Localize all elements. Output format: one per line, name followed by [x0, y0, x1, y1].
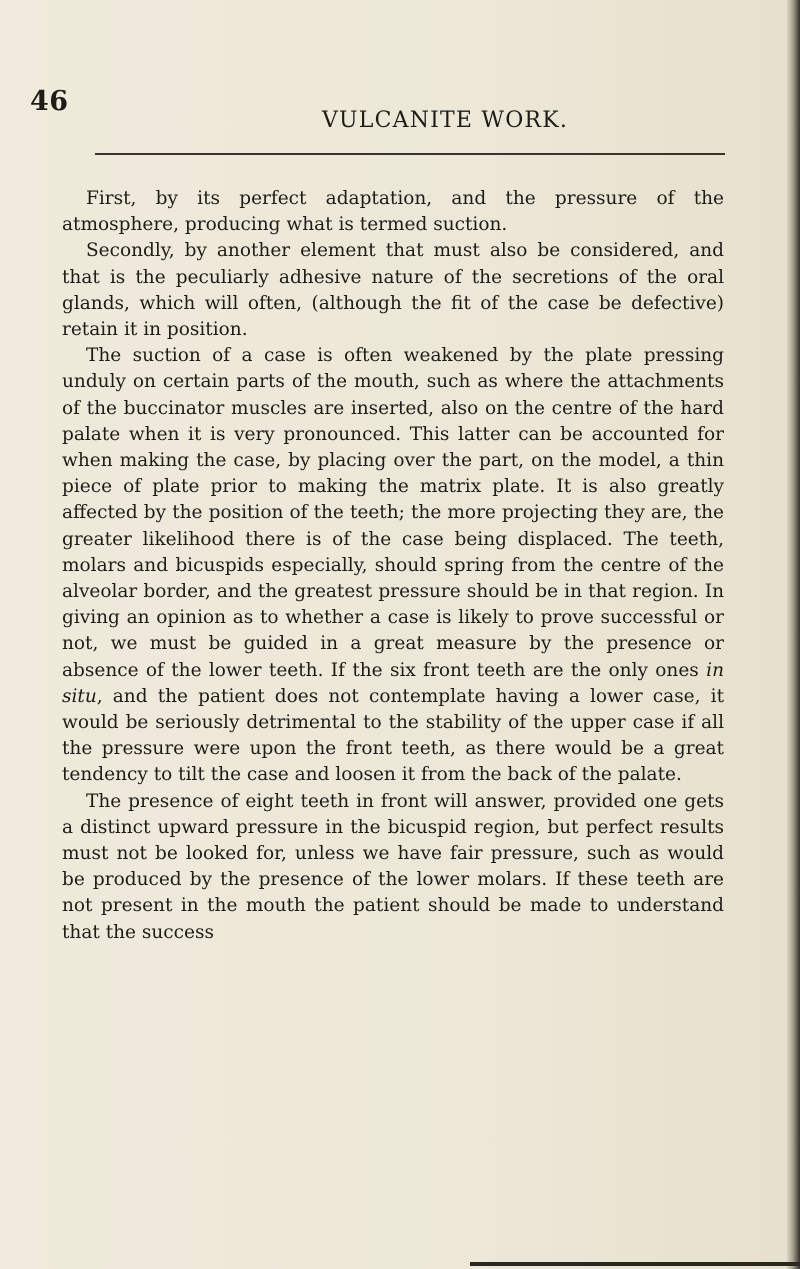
body-text [62, 186, 724, 946]
paragraph-eight-teeth: The presence of eight teeth in front will answer, provided one gets a distinct upward pressure in the bicuspid region, but perfect results must not be looked for, unless we have fair pressure, such as would be produced by the presence of the lower molars. If these teeth are not present in the mouth the patient should be made to understand that the success [62, 790, 724, 943]
paragraph-suction-text-before: The suction of a case is often weakened by the plate pressing unduly on certain parts of the mouth, such as where the attachments of the buccinator muscles are inserted, also on the centre of the hard palate when it is very pronounced. This latter can be accounted for when making the case, by placing over the part, on the model, a thin piece of plate prior to making the matrix plate. It is also greatly affected by the position of the teeth; the more projecting they are, the greater likelihood there is of the case being displaced. The teeth, molars and bicuspids especially, should spring from the centre of the alveolar border, and the greatest pressure should be in that region. In giving an opinion as to whether a case is likely to prove successful or not, we must be guided in a great measure by the presence or absence of the lower teeth. If the six front teeth are the only ones [62, 345, 724, 681]
paragraph-first: First, by its perfect adaptation, and the pressure of the atmosphere, producing what is termed suction. [62, 188, 724, 236]
paragraph-secondly: Secondly, by another element that must also be considered, and that is the peculiarly adhesive nature of the secretions of the oral glands, which will often, (although the fit of the case be defective) retain it in position. [62, 240, 724, 341]
header-rule [95, 153, 725, 155]
running-title: VULCANITE WORK. [321, 108, 569, 133]
paragraph-suction [62, 343, 724, 788]
bottom-edge-rule [470, 1262, 800, 1266]
page-number: 46 [30, 86, 69, 117]
italic-phrase-in-situ: in situ [62, 659, 724, 707]
paragraph-suction-text-after: , and the patient does not contemplate having a lower case, it would be seriously detrimental to the stability of the upper case if all the pressure were upon the front teeth, as there would be a great tendency to tilt the case and loosen it from the back of the palate. [62, 685, 724, 786]
page-edge-shadow [786, 0, 800, 1269]
